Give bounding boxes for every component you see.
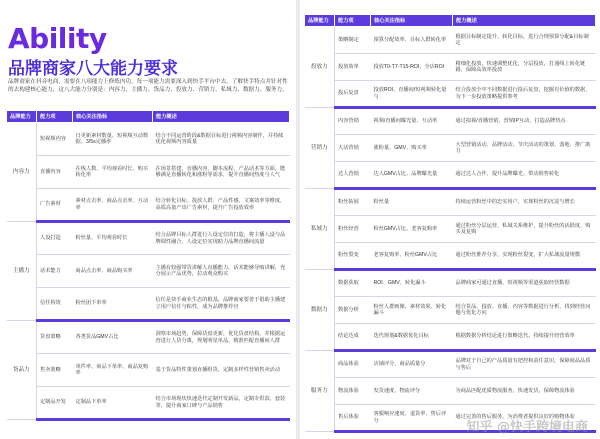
metric-cell: 发货速度、物流评分 [371, 378, 453, 405]
right-page [300, 0, 600, 439]
overview-cell: 信任是快手商业生态的根基，品牌商家要善于借助主播建立用户信任与粘性，成为品牌推荐官 [153, 288, 290, 321]
metric-cell: 定制品下单率 [73, 387, 153, 420]
overview-cell: 根据数据分析结论进行策略迭代，持续提升经营效率 [453, 324, 596, 351]
table-row [305, 270, 596, 297]
item-cell: 大活营销 [335, 135, 371, 162]
capability-cell: 私域力 [305, 189, 335, 270]
metric-cell: 粉丝GMV占比、老客复购率 [371, 216, 453, 243]
table-row [305, 81, 596, 108]
metric-cell: 投放T0-T7-T15-ROI、全店ROI [371, 54, 453, 81]
item-cell: 粉丝拓展 [335, 189, 371, 216]
table-row [305, 27, 596, 54]
overview-cell: 结合市场现状快速迭代定制开发新品，定制专供款、套装等，提升商家口碑与产品销售 [153, 387, 290, 420]
table-row [7, 156, 290, 189]
metric-cell: 店铺评分、商品质量分 [371, 351, 453, 378]
overview-cell: 结合投放全中不同数据进行投后复盘，挖掘有价值的数据，为下一步投放策略提供参考 [453, 81, 596, 108]
table-row [305, 135, 596, 162]
overview-cell: 大型营销活动、品牌活动、节庆活动的策划、落地、推广助力 [453, 135, 596, 162]
item-cell: 售后体验 [335, 405, 371, 432]
table-row [305, 54, 596, 81]
left-ability-table [6, 110, 290, 421]
item-cell: 信任构筑 [37, 288, 73, 321]
metric-cell: 在线人数、平均观看时长、购买转化率 [73, 156, 153, 189]
table-row [7, 222, 290, 255]
overview-cell: 结合品牌目标人群进行人设定位的打造，将主播人设与品牌调性融合，人设定位实现助力品牌直播间流量 [153, 222, 290, 255]
item-cell: 商品体验 [335, 351, 371, 378]
table-row [305, 324, 596, 351]
metric-cell: 粉丝量、平均观看时长 [73, 222, 153, 255]
metric-cell: 达人GMV占比、品牌曝光量 [371, 162, 453, 189]
overview-cell: 通过粉丝分层运营、私域关系维护，提升粉丝的活跃度、购买及复购 [453, 216, 596, 243]
capability-cell: 内容力 [7, 123, 37, 222]
table-row [305, 351, 596, 378]
item-cell: 投后复盘 [335, 81, 371, 108]
overview-cell: 在场景搭建、直播内容、脚本流程、产品话术等方面，能够满足直播转化和涨粉等需求，提升直播间热度与人气 [153, 156, 290, 189]
overview-cell: 通过拟视/直播营销，营销IP互动，打造品牌热点 [453, 108, 596, 135]
overview-cell: 为商品匹配优质物流服务，快速发货，保障物流体验 [453, 378, 596, 405]
metric-cell: ROI、GMV、转化漏斗 [371, 270, 453, 297]
item-cell: 售卖策略 [37, 354, 73, 387]
table-row [7, 354, 290, 387]
overview-cell: 洞察市场趋势，保障货盘更新，优化货盘结构，并根据运营进行人货分离，规划明星单品，精准匹配直播间人群 [153, 321, 290, 354]
metric-cell: 视频/直播间曝光量、互动率 [371, 108, 453, 135]
metric-cell: 商品点击率、商品购买率 [73, 255, 153, 288]
item-cell: 广告素材 [37, 189, 73, 222]
title-en: Ability [8, 22, 107, 55]
capability-cell: 数据力 [305, 270, 335, 351]
overview-cell: 基于货品特性策划直播组货，定制多样性营销售卖活动 [153, 354, 290, 387]
intro-text: 品牌商家在抖音电商，需要在八项能力上修炼内功。每一项能力需要深入到快手平台中去，了解快手特点并针对性的去构建核心能力，这八大能力分别是：内容力、主播力、货品力、投放力、营销力、私域力、数据力、服务力。 [8, 79, 288, 93]
header-capability: 品牌能力 [7, 111, 37, 123]
metric-cell: 涨粉量、GMV、购买率 [371, 135, 453, 162]
capability-cell: 服务力 [305, 351, 335, 432]
item-cell: 定制品开发 [37, 387, 73, 420]
header-overview: 能力概述 [453, 15, 596, 27]
item-cell: 内容营销 [335, 108, 371, 135]
header-overview: 能力概述 [153, 111, 290, 123]
overview-cell: 持续运营粉丝中的忠实用户，实现粉丝的沉淀与增长 [453, 189, 596, 216]
metric-cell: 迭代规划&数据优化目标 [371, 324, 453, 351]
left-page [0, 0, 296, 439]
overview-cell: 主播有较强带货讲解人直播能力，话术能够导购讲解，充分展示产品优势，拉动观众购买 [153, 255, 290, 288]
title-cn: 品牌商家八大能力要求 [8, 59, 178, 79]
overview-cell: 精细化投放，快速调整优化，分层投放，打通线上转化链路，保障高效率投放 [453, 54, 596, 81]
item-cell: 直播内容 [37, 156, 73, 189]
table-row [7, 255, 290, 288]
overview-cell: 通过达人合作，提升品牌曝光、带动销售转化 [453, 162, 596, 189]
table-row [305, 297, 596, 324]
overview-cell: 通过完善的售后服务，为消费者提供良好的购物体验 [453, 405, 596, 432]
metric-cell: 预算分配效率、目标人群转化率 [371, 27, 453, 54]
metric-cell: 客服响应速度、退货率、售后评分 [371, 405, 453, 432]
item-cell: 策略制定 [335, 27, 371, 54]
overview-cell: 品牌商家可通过直播、短视频等渠道获取经营数据 [453, 270, 596, 297]
metric-cell: 投放ROI、直播间/短视频转化量与 [371, 81, 453, 108]
table-row [305, 243, 596, 270]
table-row [7, 321, 290, 354]
item-cell: 物流体验 [335, 378, 371, 405]
overview-cell: 结合转化目标、投放人群、产品性感、文案效率等维度，高质高量产出广告素材，提升广告投放效率 [153, 189, 290, 222]
item-cell: 货盘策略 [37, 321, 73, 354]
table-row [305, 189, 596, 216]
metric-cell: 各类货品GMV占比 [73, 321, 153, 354]
table-row [7, 123, 290, 156]
item-cell: 短视频内容 [37, 123, 73, 156]
watermark: 知乎 @快手跨境电商 [466, 420, 588, 435]
metric-cell: 老客复购率、粉丝GMV占比 [371, 243, 453, 270]
metric-cell: 粉丝量 [371, 189, 453, 216]
header-item: 能力项 [335, 15, 371, 27]
metric-cell: 日更新素材数量、短视频互动数据、3/5s完播率 [73, 123, 153, 156]
capability-cell: 营销力 [305, 108, 335, 189]
item-cell: 数据分析 [335, 297, 371, 324]
overview-cell: 结合货品、投放、直播、内容等数据进行分析，找到经营问题与优化方向 [453, 297, 596, 324]
table-row [7, 288, 290, 321]
metric-cell: 粉丝团下单率 [73, 288, 153, 321]
item-cell: 投放效率 [335, 54, 371, 81]
metric-cell: 粉丝人群画像、素材效果、转化漏斗 [371, 297, 453, 324]
item-cell: 结论达成 [335, 324, 371, 351]
capability-cell: 主播力 [7, 222, 37, 321]
item-cell: 人设打造 [37, 222, 73, 255]
metric-cell: 素材点击率、商品点击率、互动率 [73, 189, 153, 222]
table-row [305, 108, 596, 135]
capability-cell: 货品力 [7, 321, 37, 420]
item-cell: 达人营销 [335, 162, 371, 189]
overview-cell: 结合不同运营阶段&数据目标进行视频内容制作，并持续优化视频内容质量 [153, 123, 290, 156]
item-cell: 话术能力 [37, 255, 73, 288]
header-item: 能力项 [37, 111, 73, 123]
overview-cell: 根据目标制定提升、转化目标，进行合理预算分配&目标制定 [453, 27, 596, 54]
overview-cell: 通过粉丝推荐分享，实现粉丝裂变，扩大私域流量规模 [453, 243, 596, 270]
header-metric: 核心关注指标 [73, 111, 153, 123]
capability-cell: 投放力 [305, 27, 335, 108]
item-cell: 粉丝裂变 [335, 243, 371, 270]
table-row [305, 378, 596, 405]
table-row [305, 216, 596, 243]
overview-cell: 品牌对于自己的产品质量有把控和责任意识，保障商品品质与售后 [453, 351, 596, 378]
item-cell: 粉丝经营 [335, 216, 371, 243]
header-metric: 核心关注指标 [371, 15, 453, 27]
item-cell: 数据获取 [335, 270, 371, 297]
right-ability-table [304, 14, 596, 433]
table-row [7, 189, 290, 222]
metric-cell: 单件率、商品下单率、商品复购率 [73, 354, 153, 387]
header-capability: 品牌能力 [305, 15, 335, 27]
table-row [305, 162, 596, 189]
table-row [7, 387, 290, 420]
